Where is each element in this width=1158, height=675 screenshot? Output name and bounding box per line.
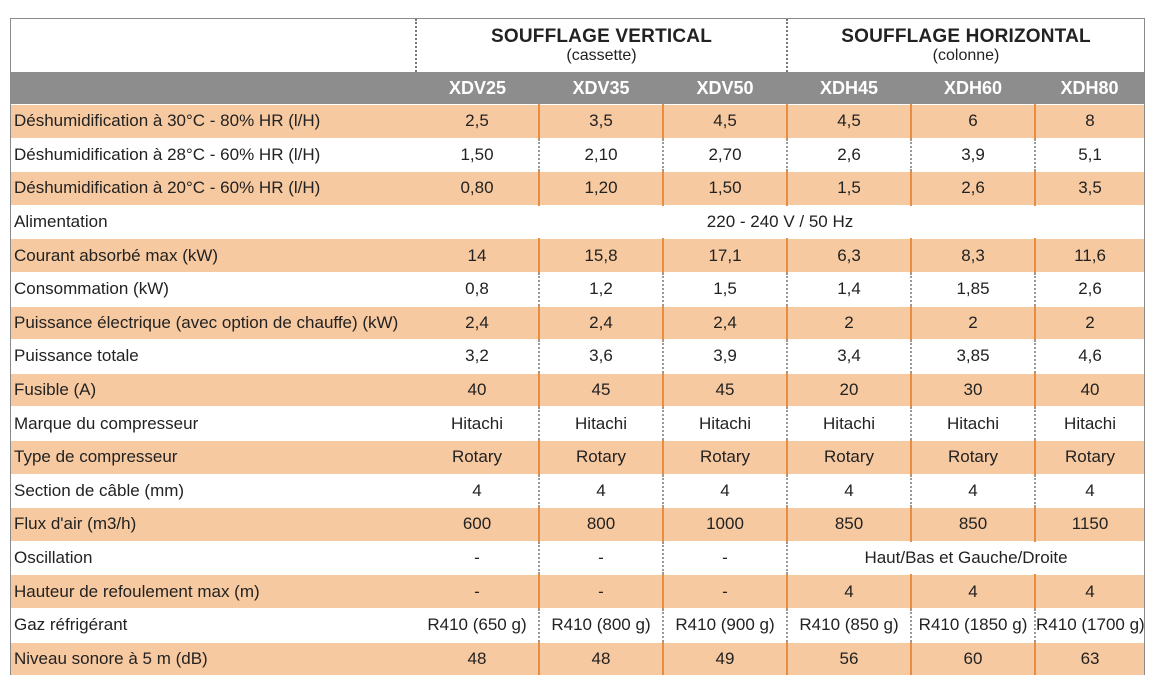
row-value: 4,5 (787, 105, 911, 139)
model-header: XDH60 (911, 72, 1035, 105)
row-value: 1,4 (787, 272, 911, 306)
row-value: 2,70 (663, 138, 787, 172)
row-label: Puissance électrique (avec option de chauffe) (kW) (11, 306, 416, 340)
row-value: 3,4 (787, 340, 911, 374)
row-value: 1,50 (663, 172, 787, 206)
row-label: Oscillation (11, 541, 416, 575)
row-value: 11,6 (1035, 239, 1144, 273)
table-row (11, 440, 1144, 474)
row-value: 3,2 (416, 340, 539, 374)
row-value: 49 (663, 642, 787, 675)
row-value: 2,4 (539, 306, 663, 340)
table-row (11, 306, 1144, 340)
row-value: Rotary (663, 440, 787, 474)
row-label: Flux d'air (m3/h) (11, 508, 416, 542)
row-value: 6,3 (787, 239, 911, 273)
row-value: Hitachi (1035, 407, 1144, 441)
table-row (11, 474, 1144, 508)
row-value: R410 (800 g) (539, 608, 663, 642)
row-value: 17,1 (663, 239, 787, 273)
row-value: 40 (416, 373, 539, 407)
row-value: 30 (911, 373, 1035, 407)
row-value: 3,9 (663, 340, 787, 374)
table-row (11, 373, 1144, 407)
row-value: 45 (539, 373, 663, 407)
row-value: 8 (1035, 105, 1144, 139)
model-header: XDV35 (539, 72, 663, 105)
row-value: - (539, 575, 663, 609)
row-value: 48 (539, 642, 663, 675)
row-value: 0,80 (416, 172, 539, 206)
row-value-span: 220 - 240 V / 50 Hz (416, 205, 1144, 239)
model-header-blank (11, 72, 416, 105)
row-value: 4 (539, 474, 663, 508)
row-value: 1150 (1035, 508, 1144, 542)
row-value: 3,5 (1035, 172, 1144, 206)
table-row (11, 407, 1144, 441)
group-header-row (11, 19, 1144, 72)
row-value: 4 (1035, 474, 1144, 508)
row-value: 45 (663, 373, 787, 407)
spec-table-frame (10, 18, 1145, 675)
row-value: 2,6 (911, 172, 1035, 206)
row-value: 1,85 (911, 272, 1035, 306)
row-value: 4,5 (663, 105, 787, 139)
row-value: - (663, 541, 787, 575)
table-row (11, 205, 1144, 239)
row-value: 60 (911, 642, 1035, 675)
table-row (11, 541, 1144, 575)
row-value: 3,5 (539, 105, 663, 139)
row-value-span: Haut/Bas et Gauche/Droite (787, 541, 1144, 575)
row-label: Marque du compresseur (11, 407, 416, 441)
row-label: Puissance totale (11, 340, 416, 374)
row-label: Hauteur de refoulement max (m) (11, 575, 416, 609)
row-value: 850 (787, 508, 911, 542)
row-value: - (539, 541, 663, 575)
row-label: Fusible (A) (11, 373, 416, 407)
model-header: XDH45 (787, 72, 911, 105)
row-value: - (416, 541, 539, 575)
row-value: 1,2 (539, 272, 663, 306)
row-value: Hitachi (539, 407, 663, 441)
row-value: 4 (416, 474, 539, 508)
table-row (11, 239, 1144, 273)
row-label: Section de câble (mm) (11, 474, 416, 508)
row-value: 6 (911, 105, 1035, 139)
model-header: XDV50 (663, 72, 787, 105)
table-row (11, 508, 1144, 542)
row-label: Alimentation (11, 205, 416, 239)
table-row (11, 138, 1144, 172)
row-label: Déshumidification à 28°C - 60% HR (l/H) (11, 138, 416, 172)
row-value: 14 (416, 239, 539, 273)
row-value: Hitachi (663, 407, 787, 441)
row-value: 600 (416, 508, 539, 542)
row-value: 0,8 (416, 272, 539, 306)
row-value: 4 (911, 575, 1035, 609)
row-value: Rotary (539, 440, 663, 474)
row-value: 1,5 (663, 272, 787, 306)
row-value: 20 (787, 373, 911, 407)
table-row (11, 575, 1144, 609)
row-value: 1000 (663, 508, 787, 542)
row-label: Consommation (kW) (11, 272, 416, 306)
row-value: Hitachi (416, 407, 539, 441)
row-value: 4 (1035, 575, 1144, 609)
row-value: 56 (787, 642, 911, 675)
row-value: 3,9 (911, 138, 1035, 172)
row-value: R410 (850 g) (787, 608, 911, 642)
row-value: 5,1 (1035, 138, 1144, 172)
row-value: 8,3 (911, 239, 1035, 273)
row-label: Gaz réfrigérant (11, 608, 416, 642)
row-value: Rotary (911, 440, 1035, 474)
spec-table-body (11, 105, 1144, 675)
row-value: 1,20 (539, 172, 663, 206)
spec-table (11, 19, 1144, 675)
row-value: 40 (1035, 373, 1144, 407)
row-value: 15,8 (539, 239, 663, 273)
row-label: Courant absorbé max (kW) (11, 239, 416, 273)
table-row (11, 105, 1144, 139)
model-header: XDV25 (416, 72, 539, 105)
row-value: 2,5 (416, 105, 539, 139)
group-vertical-title: SOUFFLAGE VERTICAL (417, 27, 786, 47)
row-value: Rotary (416, 440, 539, 474)
group-horizontal-title: SOUFFLAGE HORIZONTAL (788, 27, 1144, 47)
row-value: 2,4 (663, 306, 787, 340)
row-value: 4 (787, 474, 911, 508)
row-label: Type de compresseur (11, 440, 416, 474)
row-value: R410 (650 g) (416, 608, 539, 642)
row-value: 2,6 (787, 138, 911, 172)
row-value: 850 (911, 508, 1035, 542)
table-row (11, 340, 1144, 374)
row-value: 2,10 (539, 138, 663, 172)
table-row (11, 642, 1144, 675)
row-value: R410 (1700 g) (1035, 608, 1144, 642)
row-value: 2 (787, 306, 911, 340)
row-value: R410 (900 g) (663, 608, 787, 642)
row-label: Niveau sonore à 5 m (dB) (11, 642, 416, 675)
model-header-row (11, 72, 1144, 105)
row-value: 3,85 (911, 340, 1035, 374)
group-horizontal-subtitle: (colonne) (788, 47, 1144, 64)
table-row (11, 272, 1144, 306)
row-label: Déshumidification à 30°C - 80% HR (l/H) (11, 105, 416, 139)
row-value: 2 (911, 306, 1035, 340)
row-value: - (663, 575, 787, 609)
row-value: 4 (911, 474, 1035, 508)
table-row (11, 172, 1144, 206)
row-value: 1,5 (787, 172, 911, 206)
row-value: Hitachi (911, 407, 1035, 441)
model-header: XDH80 (1035, 72, 1144, 105)
row-value: 4,6 (1035, 340, 1144, 374)
row-value: Rotary (787, 440, 911, 474)
row-value: R410 (1850 g) (911, 608, 1035, 642)
row-value: Hitachi (787, 407, 911, 441)
group-vertical-subtitle: (cassette) (417, 47, 786, 64)
row-value: 2,4 (416, 306, 539, 340)
row-value: 800 (539, 508, 663, 542)
row-value: 2,6 (1035, 272, 1144, 306)
row-value: Rotary (1035, 440, 1144, 474)
table-row (11, 608, 1144, 642)
row-value: 2 (1035, 306, 1144, 340)
row-value: - (416, 575, 539, 609)
group-vertical (416, 19, 787, 72)
row-value: 4 (787, 575, 911, 609)
row-value: 48 (416, 642, 539, 675)
row-label: Déshumidification à 20°C - 60% HR (l/H) (11, 172, 416, 206)
group-horizontal (787, 19, 1144, 72)
row-value: 3,6 (539, 340, 663, 374)
row-value: 1,50 (416, 138, 539, 172)
corner-cell (11, 19, 416, 72)
row-value: 63 (1035, 642, 1144, 675)
row-value: 4 (663, 474, 787, 508)
